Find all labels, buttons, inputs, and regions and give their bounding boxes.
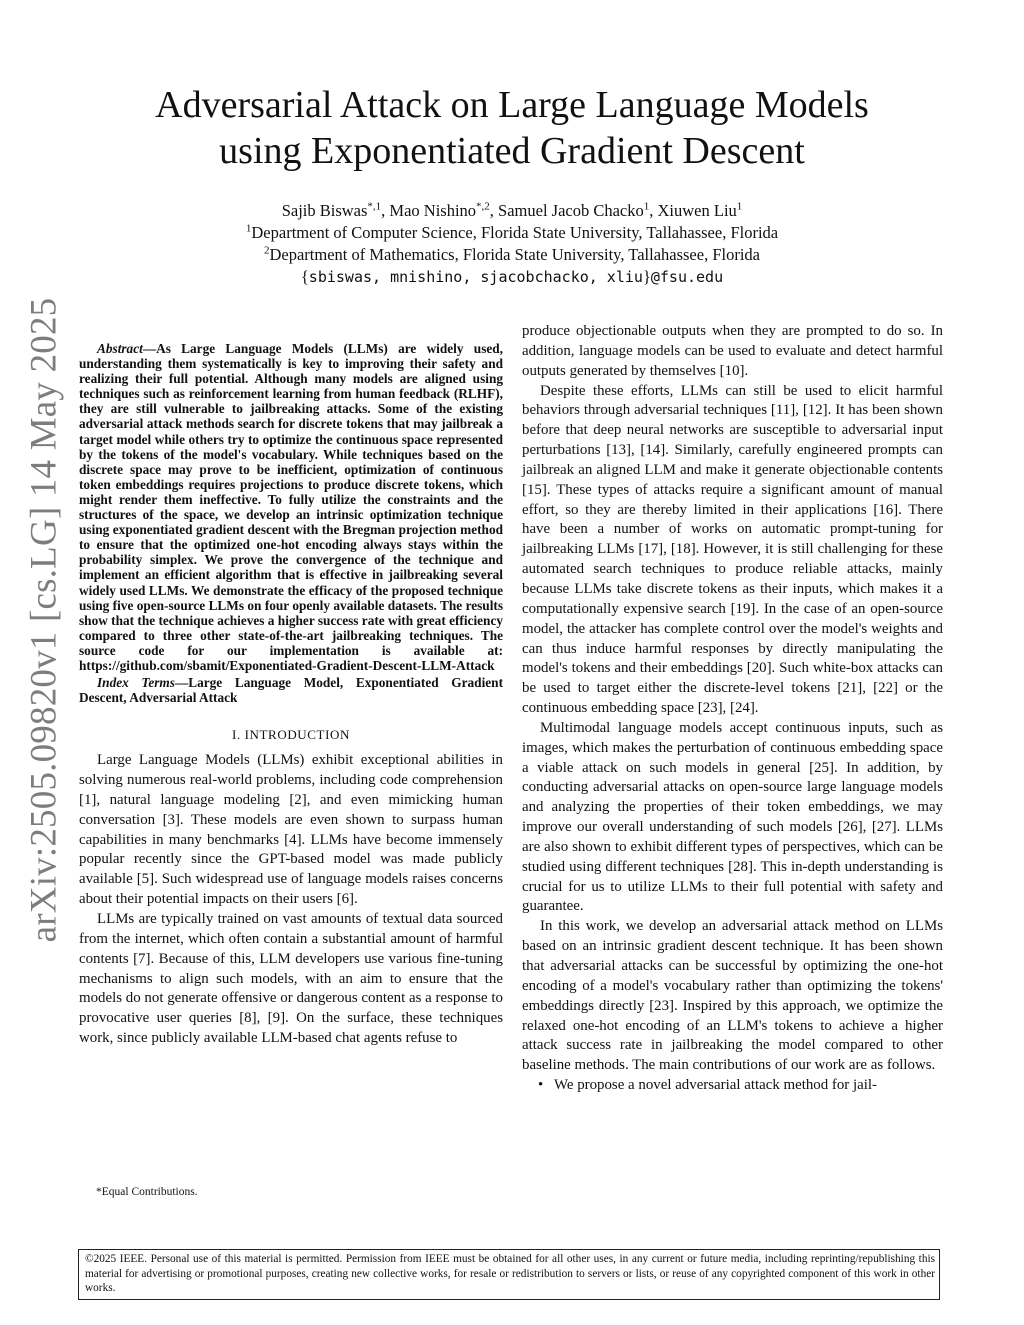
paragraph: Multimodal language models accept continuous inputs, such as images, which makes the perturbation of continuous embedding space a viable attack on such models in general [25]. In addition, by conducting adversarial attacks on open-source large language models and analyzing the properties of their token embeddings, we may improve our overall understanding of such models [26], [27]. LLMs are also shown to exhibit different types of perspectives, which can be studied using different techniques [28]. This in-depth understanding is crucial for us to utilize LLMs to their full potential with safety and guarantee. [522, 719, 943, 915]
author-block [100, 200, 924, 288]
left-column [79, 341, 503, 1049]
affiliation-2 [100, 244, 924, 266]
copyright-notice: ©2025 IEEE. Personal use of this material is permitted. Permission from IEEE must be obtained for all other uses, in any current or future media, including reprinting/republishing this material for advertising or promotional purposes, creating new collective works, for resale or redistribution to servers or lists, or reuse of any copyrighted component of this work in other works. [78, 1249, 940, 1300]
affiliation-text: Department of Mathematics, Florida State University, Tallahassee, Florida [269, 245, 760, 264]
paragraph: produce objectionable outputs when they are prompted to do so. In addition, language models can be used to evaluate and detect harmful outputs generated by themselves [10]. [522, 323, 943, 379]
arxiv-identifier: arXiv:2505.09820v1 [cs.LG] 14 May 2025 [23, 297, 65, 943]
author-name: Mao Nishino [389, 201, 477, 220]
bullet-dot-icon: • [538, 1077, 544, 1094]
author-emails[interactable] [100, 266, 924, 288]
footnote: *Equal Contributions. [96, 1186, 198, 1198]
author-name: Xiuwen Liu [657, 201, 737, 220]
affiliation-text: Department of Computer Science, Florida State University, Tallahassee, Florida [251, 223, 779, 242]
author-affiliation-marker: 1 [736, 200, 743, 213]
right-column [522, 322, 943, 1096]
index-terms-text: —Large Language Model, Exponentiated Gradient Descent, Adversarial Attack [79, 675, 503, 706]
title-line-2: using Exponentiated Gradient Descent [219, 130, 805, 172]
index-terms [79, 675, 503, 705]
abstract-label: Abstract [97, 341, 143, 356]
abstract [79, 341, 503, 673]
arxiv-sidebar-stamp [4, 240, 84, 1000]
affiliation-1 [100, 222, 924, 244]
paragraph: In this work, we develop an adversarial attack method on LLMs based on an intrinsic gradient descent technique. It has been shown that adversarial attacks can be successful by optimizing the one-hot encoding of a model's vocabulary rather than optimizing the tokens' embeddings directly [23]. Inspired by this approach, we optimize the relaxed one-hot encoding of an LLM's tokens to achieve a higher attack success rate in jailbreaking the model compared to other baseline methods. The main contributions of our work are as follows. [522, 918, 943, 1074]
paper-title [100, 82, 924, 174]
author-affiliation-marker: *,1 [367, 200, 382, 213]
abstract-text: —As Large Language Models (LLMs) are widely used, understanding them systematically is key to improving their safety and realizing their full potential. Although many models are aligned using techniques such as reinforcement learning from human feedback (RLHF), they are still vulnerable to jailbreaking attacks. Some of the existing adversarial attack methods search for discrete tokens that may jailbreak a target model while others try to optimize the continuous space represented by the tokens of the model's vocabulary. While techniques based on the discrete space may prove to be inefficient, optimization of continuous token embeddings requires projections to produce discrete tokens, which might render them ineffective. To fully utilize the constraints and the structures of the space, we develop an intrinsic optimization technique using exponentiated gradient descent with the Bregman projection method to ensure that the optimized one-hot encoding always stays within the probability simplex. We prove the convergence of the technique and implement an efficient algorithm that is effective in jailbreaking several widely used LLMs. We demonstrate the efficacy of the proposed technique using five open-source LLMs on four openly available datasets. The results show that the technique achieves a higher success rate with great efficiency compared to three other state-of-the-art jailbreaking techniques. The source code for our implementation is available at: https://github.com/sbamit/Exponentiated-Gradient-Descent-LLM-Attack [79, 341, 503, 673]
email-users: sbiswas, mnishino, sjacobchacko, xliu [308, 268, 643, 286]
email-brace-close: } [642, 267, 651, 286]
index-terms-label: Index Terms [97, 675, 175, 691]
email-brace-open: { [300, 267, 309, 286]
paragraph: LLMs are typically trained on vast amounts of textual data sourced from the internet, which often contain a substantial amount of harmful contents [7]. Because of this, LLM developers use various fine-tuning mechanisms to align such models, with an aim to ensure that the models do not generate offensive or dangerous content as a response to provocative user queries [8], [9]. On the surface, these techniques work, since publicly available LLM-based chat agents refuse to [79, 911, 503, 1047]
list-item-text: We propose a novel adversarial attack method for jail- [554, 1077, 877, 1094]
author-name: Sajib Biswas [281, 201, 368, 220]
section-heading-introduction: I. INTRODUCTION [231, 727, 351, 743]
title-line-1: Adversarial Attack on Large Language Models [155, 84, 869, 126]
list-item [522, 1076, 943, 1096]
paragraph: Despite these efforts, LLMs can still be used to elicit harmful behaviors through adversarial techniques [11], [12]. It has been shown before that deep neural networks are susceptible to adversarial input perturbations [13], [14]. Similarly, carefully engineered prompts can jailbreak an aligned LLM and make it generate objectionable contents [15]. These types of attacks require a significant amount of manual effort, so they are thereby limited in their applications [16]. There have been a number of works on automatic prompt-tuning for jailbreaking LLMs [17], [18]. However, it is still challenging for these automated search techniques to produce reliable attacks, mainly because LLMs take discrete tokens as their inputs, which makes it a computationally expensive search [19]. In the case of an open-source model, the attacker has complete control over the model's weights and can thus induce harmful responses by directly manipulating the model's tokens and their embeddings [20]. Such white-box attacks can be used to target either the discrete-level tokens [21], [22] or the continuous embedding space [23], [24]. [522, 382, 943, 717]
author-name: Samuel Jacob Chacko [498, 201, 644, 220]
email-domain: @fsu.edu [650, 268, 724, 286]
affiliation-marker: 2 [263, 244, 270, 257]
author-affiliation-marker: *,2 [476, 200, 490, 213]
author-list: Sajib Biswas$^{*,1}$, Mao Nishino$^{*,2}$, Samuel Jacob Chacko$^1$, Xiuwen Liu$^1$ [281, 200, 743, 220]
affiliation-marker: 1 [245, 222, 252, 235]
author-affiliation-marker: 1 [643, 200, 650, 213]
paragraph: Large Language Models (LLMs) exhibit exceptional abilities in solving numerous real-world problems, including code comprehension [1], natural language modeling [2], and even mimicking human conversation [3]. These models are even shown to surpass human capabilities in many benchmarks [4]. LLMs have become immensely popular recently since the GPT-based model was made publicly available [5]. Such widespread use of language models raises concerns about their potential impacts on their users [6]. [79, 752, 503, 908]
contributions-list [522, 1076, 943, 1096]
